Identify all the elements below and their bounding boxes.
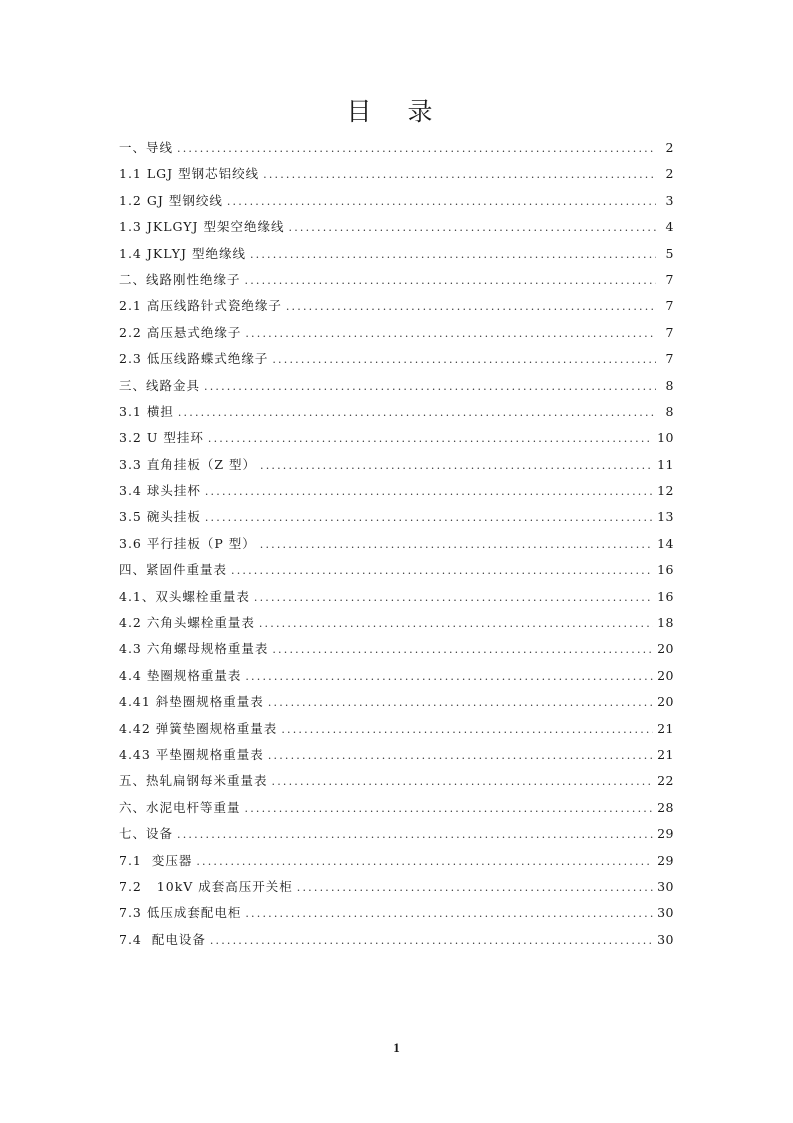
toc-entry-page: 12 (657, 483, 674, 499)
toc-dot-leader (204, 374, 656, 400)
toc-entry[interactable] (119, 531, 674, 557)
toc-entry-label: 7.2 10kV 成套高压开关柜 (119, 878, 293, 894)
toc-dot-leader (286, 294, 656, 320)
toc-entry-page: 4 (665, 219, 674, 235)
toc-entry[interactable] (119, 900, 674, 926)
toc-entry-page: 16 (657, 562, 674, 578)
toc-entry[interactable] (119, 795, 674, 821)
toc-entry[interactable] (119, 478, 674, 504)
toc-entry-label: 3.1 横担 (119, 403, 174, 419)
toc-entry-label: 1.1 LGJ 型钢芯铝绞线 (119, 166, 260, 182)
toc-entry-page: 30 (657, 931, 674, 947)
toc-entry[interactable] (119, 188, 674, 214)
toc-entry-label: 3.5 碗头挂板 (119, 509, 201, 525)
page-title: 目 录 (346, 97, 447, 126)
toc-entry-label: 3.3 直角挂板（Z 型） (119, 456, 257, 472)
toc-entry-page: 2 (665, 166, 674, 182)
toc-dot-leader (245, 268, 656, 294)
toc-dot-leader (272, 637, 653, 663)
toc-entry-page: 30 (657, 878, 674, 894)
toc-dot-leader (268, 690, 653, 716)
toc-entry-page: 7 (665, 324, 674, 340)
toc-entry[interactable] (119, 768, 674, 794)
toc-entry-label: 七、设备 (119, 826, 174, 842)
toc-entry-label: 4.1、双头螺栓重量表 (119, 588, 250, 604)
toc-entry[interactable] (119, 663, 674, 689)
toc-entry[interactable] (119, 742, 674, 768)
toc-dot-leader (289, 215, 656, 241)
toc-entry-page: 20 (657, 694, 674, 710)
toc-entry[interactable] (119, 425, 674, 451)
toc-dot-leader (245, 321, 656, 347)
toc-entry[interactable] (119, 267, 674, 293)
toc-entry[interactable] (119, 214, 674, 240)
toc-dot-leader (227, 189, 656, 215)
toc-entry-page: 8 (665, 403, 674, 419)
toc-entry-label: 六、水泥电杆等重量 (119, 799, 241, 815)
toc-entry[interactable] (119, 293, 674, 319)
toc-dot-leader (208, 426, 653, 452)
toc-entry[interactable] (119, 848, 674, 874)
toc-dot-leader (272, 347, 656, 373)
toc-dot-leader (205, 505, 653, 531)
toc-entry-page: 10 (657, 430, 674, 446)
toc-entry[interactable] (119, 584, 674, 610)
toc-dot-leader (177, 136, 656, 162)
toc-entry-page: 28 (657, 799, 674, 815)
toc-entry[interactable] (119, 927, 674, 953)
toc-entry-label: 4.43 平垫圈规格重量表 (119, 746, 264, 762)
toc-entry[interactable] (119, 320, 674, 346)
toc-entry-label: 7.3 低压成套配电柜 (119, 905, 242, 921)
toc-entry-label: 7.1 变压器 (119, 852, 193, 868)
toc-entry[interactable] (119, 689, 674, 715)
toc-dot-leader (231, 558, 653, 584)
toc-entry-page: 21 (657, 746, 674, 762)
toc-entry-page: 7 (665, 271, 674, 287)
toc-entry-page: 7 (665, 351, 674, 367)
toc-entry-page: 2 (665, 140, 674, 155)
toc-entry-label: 2.1 高压线路针式瓷绝缘子 (119, 298, 282, 314)
toc-entry[interactable] (119, 557, 674, 583)
toc-entry-label: 一、导线 (119, 140, 174, 155)
toc-entry-page: 16 (657, 588, 674, 604)
toc-dot-leader (254, 585, 653, 611)
toc-entry-page: 13 (657, 509, 674, 525)
toc-dot-leader (259, 611, 653, 637)
toc-entry-page: 5 (665, 245, 674, 261)
toc-entry-label: 四、紧固件重量表 (119, 562, 228, 578)
toc-dot-leader (210, 928, 653, 954)
toc-dot-leader (260, 453, 653, 479)
toc-entry-label: 3.6 平行挂板（P 型） (119, 535, 256, 551)
toc-entry-label: 7.4 配电设备 (119, 931, 206, 947)
toc-entry-label: 2.2 高压悬式绝缘子 (119, 324, 242, 340)
toc-dot-leader (178, 400, 656, 426)
toc-entry[interactable] (119, 716, 674, 742)
toc-entry[interactable] (119, 399, 674, 425)
toc-dot-leader (245, 901, 653, 927)
toc-dot-leader (263, 162, 656, 188)
toc-entry[interactable] (119, 636, 674, 662)
toc-entry-label: 2.3 低压线路蝶式绝缘子 (119, 351, 269, 367)
toc-entry[interactable] (119, 241, 674, 267)
toc-entry-page: 22 (657, 773, 674, 789)
toc-entry-label: 4.41 斜垫圈规格重量表 (119, 694, 264, 710)
toc-dot-leader (272, 769, 654, 795)
page-number: 1 (393, 1040, 400, 1055)
toc-entry[interactable] (119, 874, 674, 900)
toc-entry-label: 3.2 U 型挂环 (119, 430, 204, 446)
toc-entry-page: 11 (657, 456, 674, 472)
toc-entry-page: 20 (657, 641, 674, 657)
toc-dot-leader (297, 875, 653, 901)
toc-entry-page: 7 (665, 298, 674, 314)
toc-entry[interactable] (119, 373, 674, 399)
toc-dot-leader (205, 479, 653, 505)
toc-entry[interactable] (119, 504, 674, 530)
toc-entry-label: 4.42 弹簧垫圈规格重量表 (119, 720, 278, 736)
toc-entry[interactable] (119, 161, 674, 187)
toc-entry-label: 4.4 垫圈规格重量表 (119, 667, 242, 683)
toc-entry-label: 1.4 JKLYJ 型绝缘线 (119, 245, 246, 261)
toc-dot-leader (245, 796, 654, 822)
toc-entry-label: 1.2 GJ 型钢绞线 (119, 192, 223, 208)
toc-entry-page: 14 (657, 535, 674, 551)
toc-dot-leader (250, 242, 656, 268)
toc-dot-leader (196, 849, 653, 875)
table-of-contents (119, 135, 674, 953)
toc-entry-page: 20 (657, 667, 674, 683)
toc-dot-leader (268, 743, 653, 769)
toc-entry-page: 18 (657, 615, 674, 631)
toc-entry-page: 21 (657, 720, 674, 736)
toc-entry-label: 4.2 六角头螺栓重量表 (119, 615, 255, 631)
toc-entry-label: 三、线路金具 (119, 377, 201, 393)
toc-entry[interactable] (119, 346, 674, 372)
toc-entry-label: 二、线路刚性绝缘子 (119, 271, 241, 287)
toc-entry-page: 3 (665, 192, 674, 208)
toc-entry-label: 4.3 六角螺母规格重量表 (119, 641, 269, 657)
toc-entry-label: 1.3 JKLGYJ 型架空绝缘线 (119, 219, 285, 235)
toc-entry[interactable] (119, 135, 674, 161)
toc-dot-leader (260, 532, 653, 558)
toc-entry-page: 30 (657, 905, 674, 921)
toc-entry[interactable] (119, 610, 674, 636)
toc-entry-label: 3.4 球头挂杯 (119, 483, 201, 499)
toc-entry[interactable] (119, 452, 674, 478)
toc-dot-leader (177, 822, 653, 848)
toc-entry-page: 29 (657, 852, 674, 868)
toc-entry[interactable] (119, 821, 674, 847)
toc-entry-page: 29 (657, 826, 674, 842)
toc-dot-leader (245, 664, 653, 690)
toc-dot-leader (281, 717, 653, 743)
toc-entry-page: 8 (665, 377, 674, 393)
toc-entry-label: 五、热轧扁钢每米重量表 (119, 773, 268, 789)
